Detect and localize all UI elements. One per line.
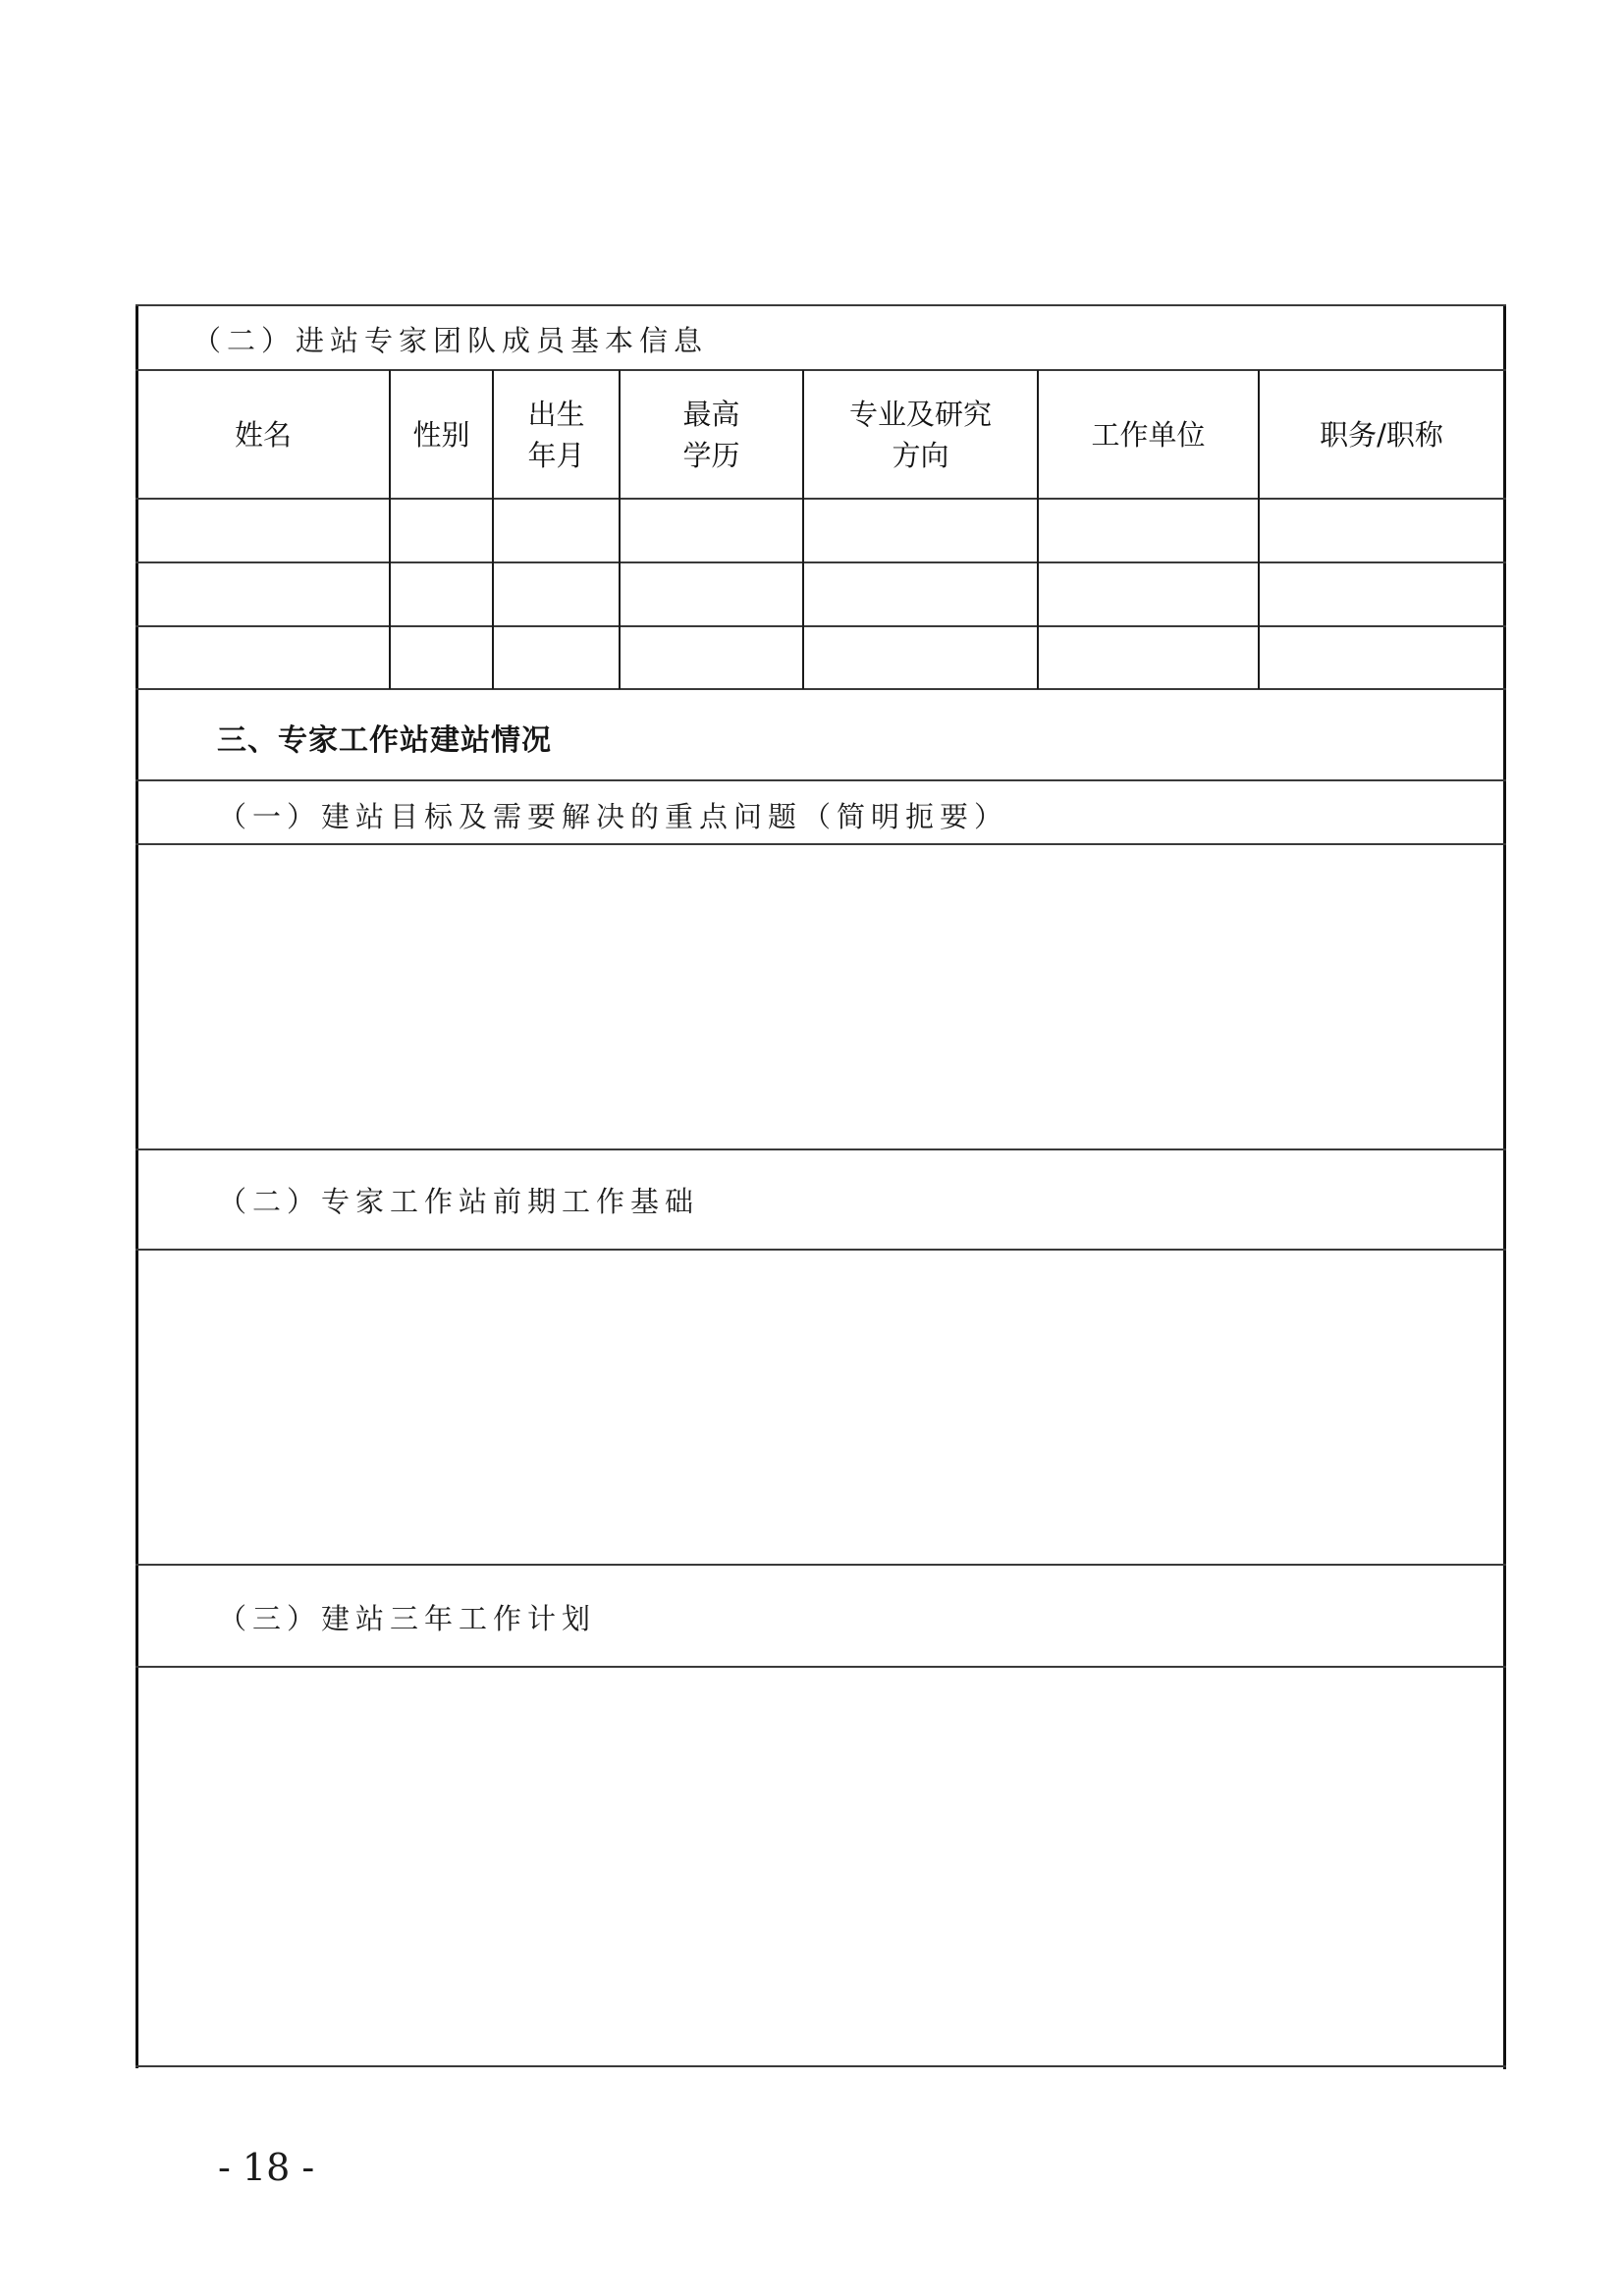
- cell-employer[interactable]: [1039, 627, 1258, 688]
- table-row: [137, 500, 1503, 561]
- column-header-name: [137, 371, 389, 498]
- cell-title[interactable]: [1260, 500, 1503, 561]
- row-divider: [135, 1666, 1506, 1668]
- goals-content-area[interactable]: [138, 846, 1503, 1148]
- column-header-line: 方向: [892, 438, 949, 472]
- cell-gender[interactable]: [391, 563, 492, 625]
- table-top-border: [135, 304, 1506, 306]
- three-year-plan-content-area[interactable]: [138, 1669, 1503, 2065]
- cell-education[interactable]: [621, 500, 802, 561]
- column-header-line: 职务/职称: [1320, 417, 1443, 452]
- cell-name[interactable]: [137, 500, 389, 561]
- column-header-line: 姓名: [234, 417, 292, 452]
- row-divider: [135, 843, 1506, 845]
- cell-education[interactable]: [621, 627, 802, 688]
- section-heading-station-status: 三、专家工作站建站情况: [217, 723, 552, 758]
- cell-birth[interactable]: [494, 627, 619, 688]
- cell-title[interactable]: [1260, 627, 1503, 688]
- subsection-title-foundation: （二）专家工作站前期工作基础: [218, 1185, 700, 1218]
- table-bottom-border: [135, 2065, 1506, 2067]
- row-divider: [135, 1148, 1506, 1150]
- row-divider: [135, 1564, 1506, 1566]
- cell-birth[interactable]: [494, 563, 619, 625]
- column-header-gender: [391, 371, 492, 498]
- subsection-title-goals: （一）建站目标及需要解决的重点问题（简明扼要）: [218, 800, 1009, 833]
- row-divider: [135, 779, 1506, 781]
- column-header-birth: [494, 371, 619, 498]
- column-header-major: [804, 371, 1037, 498]
- table-right-border: [1503, 306, 1506, 2069]
- cell-major[interactable]: [804, 500, 1037, 561]
- cell-education[interactable]: [621, 563, 802, 625]
- cell-gender[interactable]: [391, 627, 492, 688]
- cell-major[interactable]: [804, 627, 1037, 688]
- column-header-title: [1260, 371, 1503, 498]
- column-header-line: 学历: [682, 438, 740, 472]
- cell-birth[interactable]: [494, 500, 619, 561]
- cell-title[interactable]: [1260, 563, 1503, 625]
- row-divider: [135, 1249, 1506, 1251]
- cell-name[interactable]: [137, 627, 389, 688]
- cell-name[interactable]: [137, 563, 389, 625]
- column-header-line: 最高: [682, 397, 740, 431]
- cell-employer[interactable]: [1039, 500, 1258, 561]
- row-divider: [135, 688, 1506, 690]
- cell-major[interactable]: [804, 563, 1037, 625]
- column-header-line: 性别: [412, 417, 470, 452]
- section-title-team-info: （二）进站专家团队成员基本信息: [192, 324, 709, 357]
- cell-employer[interactable]: [1039, 563, 1258, 625]
- column-header-line: 工作单位: [1091, 417, 1206, 452]
- page-number: - 18 -: [218, 2146, 315, 2189]
- foundation-content-area[interactable]: [138, 1252, 1503, 1564]
- column-header-education: [621, 371, 802, 498]
- column-header-employer: [1039, 371, 1258, 498]
- cell-gender[interactable]: [391, 500, 492, 561]
- table-row: [137, 627, 1503, 688]
- subsection-title-three-year-plan: （三）建站三年工作计划: [218, 1602, 597, 1635]
- column-header-line: 年月: [527, 438, 585, 472]
- table-row: [137, 563, 1503, 625]
- column-header-line: 出生: [527, 397, 585, 431]
- column-header-line: 专业及研究: [848, 397, 992, 431]
